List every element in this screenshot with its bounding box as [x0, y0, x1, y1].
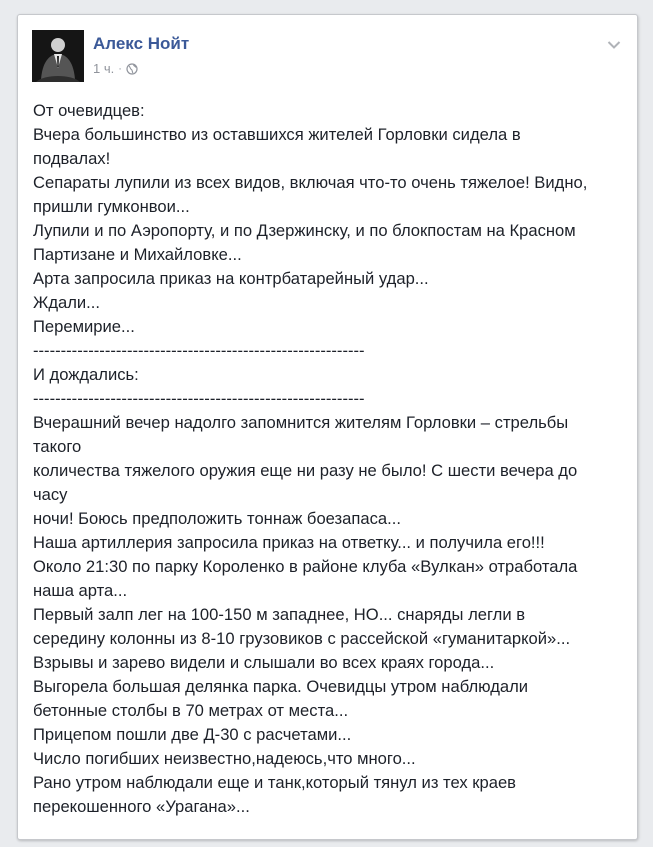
post-text-line: такого [33, 437, 82, 456]
post-text-line: Партизане и Михайловке... [33, 245, 242, 264]
post-text-line: Вчера большинство из оставшихся жителей Горловки сидела в [33, 125, 521, 144]
post-text-line: ночи! Боюсь предположить тоннаж боезапаса... [33, 509, 401, 528]
post-text-line: Перемирие... [33, 317, 135, 336]
post-text-line: Ждали... [33, 293, 101, 312]
post-card [17, 14, 638, 840]
meta-separator: · [118, 62, 122, 75]
post-text-line: бетонные столбы в 70 метрах от места... [33, 701, 349, 720]
post-text-line: Прицепом пошли две Д-30 с расчетами... [33, 725, 352, 744]
post-text-line: ------------------------------------------------------------ [33, 389, 365, 408]
post-text-line: перекошенного «Урагана»... [33, 797, 250, 816]
chevron-down-icon[interactable] [607, 37, 621, 47]
post-text [33, 99, 623, 819]
post-meta [93, 61, 138, 76]
post-text-line: От очевидцев: [33, 101, 145, 120]
post-text-line: середину колонны из 8-10 грузовиков с рассейской «гуманитаркой»... [33, 629, 571, 648]
post-text-line: Арта запросила приказ на контрбатарейный удар... [33, 269, 429, 288]
avatar-icon[interactable] [32, 30, 84, 82]
post-text-line: Наша артиллерия запросила приказ на ответку... и получила его!!! [33, 533, 545, 552]
post-text-line: Вчерашний вечер надолго запомнится жителям Горловки – стрельбы [33, 413, 569, 432]
post-text-line: пришли гумконвои... [33, 197, 190, 216]
post-text-line: Рано утром наблюдали еще и танк,который тянул из тех краев [33, 773, 516, 792]
post-text-line: Взрывы и зарево видели и слышали во всех краях города... [33, 653, 495, 672]
post-text-line: Выгорела большая делянка парка. Очевидцы утром наблюдали [33, 677, 529, 696]
post-text-line: Число погибших неизвестно,надеюсь,что много... [33, 749, 416, 768]
post-text-line: ------------------------------------------------------------ [33, 341, 365, 360]
globe-icon[interactable] [126, 63, 138, 75]
author-name[interactable]: Алекс Нойт [93, 34, 190, 53]
post-text-line: Первый залп лег на 100-150 м западнее, НО... снаряды легли в [33, 605, 526, 624]
post-text-line: часу [33, 485, 68, 504]
post-text-line: Сепараты лупили из всех видов, включая что-то очень тяжелое! Видно, [33, 173, 588, 192]
post-text-line: наша арта... [33, 581, 128, 600]
post-text-line: Лупили и по Аэропорту, и по Дзержинску, и по блокпостам на Красном [33, 221, 576, 240]
post-text-line: количества тяжелого оружия еще ни разу не было! С шести вечера до [33, 461, 578, 480]
post-text-line: Около 21:30 по парку Короленко в районе клуба «Вулкан» отработала [33, 557, 578, 576]
post-timestamp[interactable]: 1 ч. [93, 61, 115, 76]
post-text-line: И дождались: [33, 365, 139, 384]
post-text-line: подвалах! [33, 149, 111, 168]
